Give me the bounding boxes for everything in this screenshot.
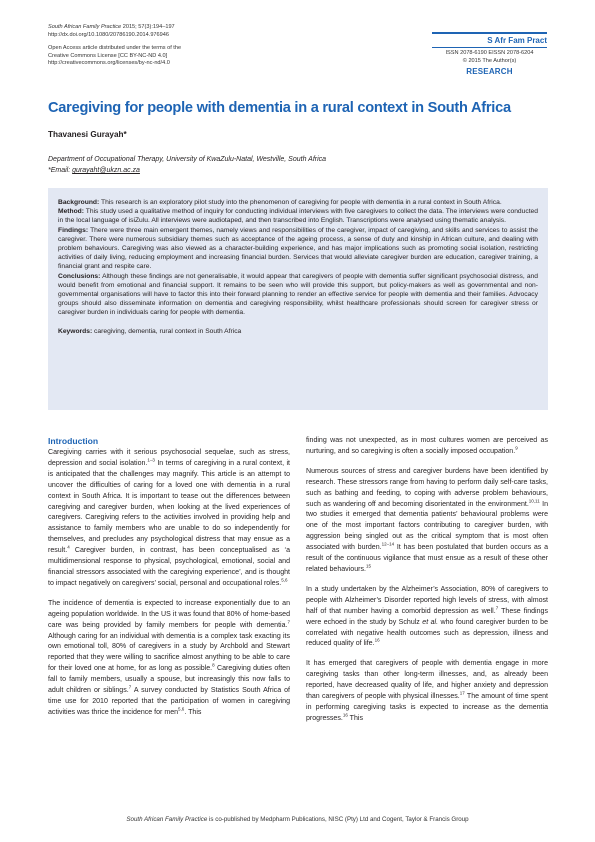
body-paragraph: Numerous sources of stress and caregiver burdens have been identified by research. These stressors range from having to perform daily self-care tasks, such as bathing and feeding, to coping with adverse problem behaviours, such as wandering off and becoming disorientated in the environment.$^{10,11}$ In two studies it emerged that dementia patients’ behavioural problems were one of the most important factors contributing to caregiver burden, with aggression being singled out as the critical symptom that is most often associated with burden.$^{12-14}$ It has been postulated that burden occurs as a result of the continuous vigilance that must ensue as a result of these other related behaviours.$^{15}$ xyxy=(306,467,548,573)
reference-marker: 16 xyxy=(374,638,380,644)
background-label: Background: xyxy=(58,199,100,206)
volume-pages: 2015; 57(3):194–197 xyxy=(121,24,175,30)
abstract-background xyxy=(58,198,538,207)
body-column-right xyxy=(306,436,548,734)
author-name: Thavanesi Gurayah* xyxy=(48,130,127,139)
author-affiliation xyxy=(48,154,528,176)
email-line xyxy=(48,165,528,176)
abstract-box xyxy=(48,188,548,410)
license-url[interactable]: http://creativecommons.org/licenses/by-nc-nd/4.0 xyxy=(48,60,170,67)
masthead-top-rule xyxy=(432,32,547,34)
reference-marker: 5,6 xyxy=(281,577,288,583)
footer-journal: South African Family Practice xyxy=(126,816,208,823)
background-text: This research is an exploratory pilot study into the phenomenon of caregiving for people with dementia in a rural context in South Africa. xyxy=(99,199,502,206)
journal-short-name: S Afr Fam Pract xyxy=(487,36,547,45)
reference-marker: 7 xyxy=(128,684,132,690)
abstract-method xyxy=(58,207,538,225)
email-link[interactable]: gurayaht@ukzn.ac.za xyxy=(72,167,140,174)
footer-text: is co-published by Medpharm Publications, NISC (Pty) Ltd and Cogent, Taylor & Francis Group xyxy=(207,816,469,823)
reference-marker: 7 xyxy=(495,605,499,611)
journal-name: South African Family Practice xyxy=(48,24,122,30)
affiliation-text: Department of Occupational Therapy, University of KwaZulu-Natal, Westville, South Africa xyxy=(48,156,327,163)
body-paragraph: finding was not unexpected, as in most cultures women are perceived as nurturing, and so caregiving is often a socially imposed occupation.$^9$ xyxy=(306,437,548,455)
article-metadata xyxy=(48,24,308,68)
article-title: Caregiving for people with dementia in a rural context in South Africa xyxy=(48,100,511,116)
introduction-heading: Introduction xyxy=(48,436,99,446)
reference-marker: 4 xyxy=(67,544,70,550)
findings-text: There were three main emergent themes, namely views and responsibilities of the caregiver, impact of caregiving, and skills and services to assist the caregiver. There were numerous subsidiary themes such as acceptance of the ageing process, a sense of duty and kinship in African culture, and dealing with problem behaviours. Caregiving was also viewed as a character-building experience, and has major implications such as promoting social isolation, restricting activities of daily living, reducing employment and increasing financial burden. Services that would alleviate caregiver burden are education, caregiver training, a financial grant and respite care. xyxy=(58,226,538,271)
section-label: RESEARCH xyxy=(466,67,513,76)
reference-marker: 17 xyxy=(459,690,465,696)
reference-marker: 5,6 xyxy=(178,706,185,712)
journal-masthead xyxy=(432,32,547,76)
masthead-divider xyxy=(432,47,547,48)
body-paragraph: Caregiving carries with it serious psychosocial sequelae, such as stress, depression and social isolation.$^{1-3}$ In terms of caregiving in a rural context, it is anticipated that the challenges may magnify. This article is an attempt to uncover the difficulties of caring for a loved one with dementia in a rural context in South Africa. It is important to tease out the differences between caregiving and caregiver burden, when looking at the lived experiences of caregivers. Caregiving refers to the activities involved in providing help and assistance to family members who are unable to do so independently for themselves, and precludes any psychological distress that may ensue as a result.$^4$ Caregiver burden, in contrast, has been conceptualised as ‘a multidimensional response to physical, psychological, emotional, social and financial stressors associated with the caregiving experience’, and is thought to impact negatively on caregivers’ social, personal and occupational roles.$^{5,6}$ xyxy=(48,449,290,587)
keywords-label: Keywords: xyxy=(58,327,93,335)
license-text-2: Creative Commons License [CC BY-NC-ND 4.0] xyxy=(48,52,168,59)
license-text-1: Open Access article distributed under the terms of the xyxy=(48,45,182,52)
reference-marker: 7 xyxy=(287,619,290,625)
reference-marker: 9 xyxy=(515,445,518,451)
method-label: Method: xyxy=(58,208,84,216)
doi-link[interactable]: http://dx.doi.org/10.1080/20786190.2014.976946 xyxy=(48,31,169,38)
conclusions-label: Conclusions: xyxy=(58,272,101,280)
reference-marker: 8 xyxy=(212,662,215,668)
reference-marker: 1–3 xyxy=(147,457,155,463)
reference-marker: 16 xyxy=(342,712,348,718)
reference-marker: 15 xyxy=(365,563,371,569)
abstract-conclusions xyxy=(58,272,538,318)
reference-marker: 10,11 xyxy=(528,498,540,504)
keywords-text: caregiving, dementia, rural context in South Africa xyxy=(92,327,242,335)
page-footer xyxy=(0,816,595,823)
body-paragraph: The incidence of dementia is expected to increase exponentially due to an ageing population worldwide. In the US it was found that 80% of home-based care was being provided by family members for people with dementia.$^7$ Although caring for an individual with dementia is a complex task exacting its own emotional toll, 80% of caregivers in a study by Archbold and Stewart reported that they were willing to sacrifice almost anything to be able to care for their loved one at home, for as long as possible.$^8$ Caregiving duties often fall to family members, usually a spouse, but increasingly this now falls to adult children or siblings.$^7$ A survey conducted by Statistics South Africa of time use for 2010 reported that the participation of women in caregiving activities was thrice the incidence for men$^{5,6}$. This xyxy=(48,599,290,716)
issn-line: ISSN 2078-6190 EISSN 2078-6204 xyxy=(445,50,534,56)
email-label: *Email: xyxy=(48,167,73,174)
copyright-line: © 2015 The Author(s) xyxy=(462,58,517,64)
abstract-keywords xyxy=(58,327,538,336)
method-text: This study used a qualitative method of inquiry for conducting individual interviews with five caregivers to collect the data. The interviews were conducted in the local language of isiZulu. All interviews were audiotaped, and then transcribed into English. Transcriptions were analysed using thematic analysis. xyxy=(58,208,538,225)
abstract-findings xyxy=(58,226,538,272)
conclusions-text: Although these findings are not generalisable, it would appear that caregivers of people with dementia suffer significant psychosocial distress, and would benefit from emotional and financial support. It remains to be seen who will provide this support, but policy-makers as well as governmental and non-governmental organisations will have to factor this into their forward planning to render an effective service for people with dementia and their families. Advocacy groups should also disseminate information on dementia and caregiving responsibility, whilst healthcare professionals should screen for caregiver stress or caregiver burden in individuals caring for people with dementia. xyxy=(58,272,538,317)
reference-marker: 12–14 xyxy=(381,541,395,547)
body-paragraph: In a study undertaken by the Alzheimer’s Association, 80% of caregivers to people with Alzheimer’s Disorder reported high levels of stress, with almost half of that number having a comorbid depression as well.$^7$ These findings were echoed in the study by Schulz et al. who found caregiver burden to be correlated with negative health outcomes such as depression, illness and reduced quality of life.$^{16}$ xyxy=(306,585,549,648)
findings-label: Findings: xyxy=(58,226,89,234)
body-paragraph: It has emerged that caregivers of people with dementia engage in more caregiving tasks than other long-term illnesses, and, as already been reported, have decreased quality of life, and higher anxiety and depression than caregivers of people with physical illnesses.$^{17}$ The amount of time spent in performing caregiving tasks is expected to increase as the dementia progresses.$^{16}$ This xyxy=(306,660,548,722)
body-column-left xyxy=(48,436,290,728)
citation-line xyxy=(48,24,308,32)
